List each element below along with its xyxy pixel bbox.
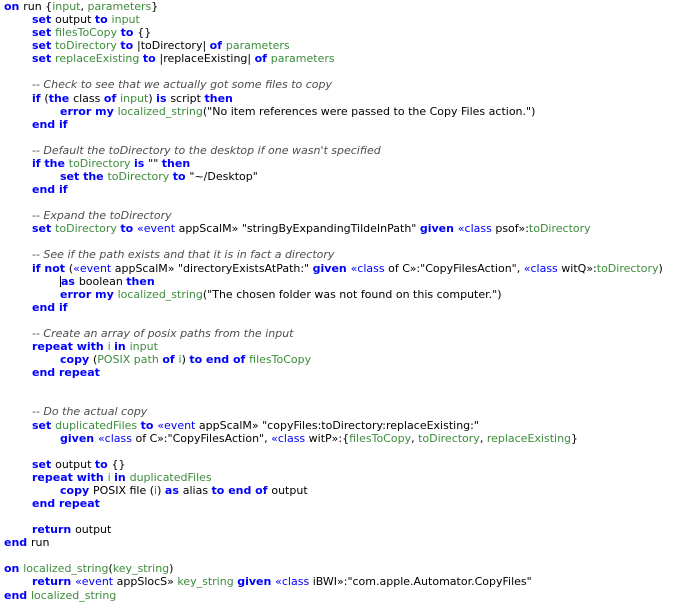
code-token: toDirectory <box>107 170 173 184</box>
code-token: in <box>114 340 130 354</box>
code-token: toDirectory <box>68 156 135 170</box>
code-token: if <box>32 91 45 105</box>
code-token: «class <box>350 261 389 275</box>
code-token: |toDirectory| <box>137 39 210 53</box>
code-token: to <box>142 52 160 66</box>
code-token: ( <box>108 562 113 576</box>
code-token: appScalM» "copyFiles:toDirectory:replaceExisting:" <box>198 418 479 432</box>
code-token: error my <box>60 287 118 301</box>
code-line <box>0 183 694 196</box>
code-token: filesToCopy <box>55 26 121 40</box>
code-line <box>0 510 694 523</box>
code-token: «class <box>97 431 136 445</box>
code-token: end if <box>32 300 68 314</box>
code-token: to <box>120 26 138 40</box>
code-token: set the <box>60 170 108 184</box>
code-token: repeat with <box>32 340 108 354</box>
code-line <box>0 562 694 575</box>
code-line <box>0 314 694 327</box>
code-token: ) <box>148 91 157 105</box>
code-token: «event <box>75 575 117 589</box>
code-token: , <box>411 431 419 445</box>
code-token: key_string <box>177 575 238 589</box>
code-token: "" <box>148 156 162 170</box>
code-token: i <box>107 470 115 484</box>
code-token: script <box>170 91 205 105</box>
code-token: the <box>48 91 74 105</box>
code-line <box>0 65 694 78</box>
code-line <box>0 497 694 510</box>
code-line <box>0 471 694 484</box>
code-token: POSIX file ( <box>92 483 155 497</box>
code-token: end repeat <box>32 496 100 510</box>
code-token: toDirectory <box>528 222 591 236</box>
code-token: set <box>32 13 56 27</box>
code-token: toDirectory <box>596 261 659 275</box>
code-token: -- Do the actual copy <box>32 405 148 419</box>
code-token: witQ»: <box>561 261 597 275</box>
code-token: iBWI»:"com.apple.Automator.CopyFiles" <box>312 575 532 589</box>
code-line <box>0 170 694 183</box>
code-token: i <box>178 353 182 367</box>
code-line <box>0 589 694 602</box>
code-token: localized_string <box>117 287 203 301</box>
code-line <box>0 209 694 222</box>
code-token: to <box>120 39 138 53</box>
code-token: {} <box>137 26 152 40</box>
code-token: return <box>32 523 76 537</box>
code-token: «class <box>275 575 313 589</box>
code-token: given <box>312 261 351 275</box>
code-token: error my <box>60 104 118 118</box>
code-line <box>0 484 694 497</box>
code-token: toDirectory <box>55 222 121 236</box>
code-line <box>0 523 694 536</box>
code-token: ( <box>92 353 98 367</box>
code-line <box>0 26 694 39</box>
code-token: ("The chosen folder was not found on this computer.") <box>202 287 502 301</box>
code-token: as <box>164 483 183 497</box>
code-token: to end of <box>189 353 250 367</box>
code-token: on <box>4 0 24 13</box>
code-token: set <box>32 457 56 471</box>
code-token: psof»: <box>495 222 529 236</box>
code-token: -- Create an array of posix paths from the input <box>32 326 294 340</box>
code-token: then <box>161 156 191 170</box>
code-token: set <box>32 39 56 53</box>
code-line <box>0 392 694 405</box>
code-token: toDirectory <box>55 39 121 53</box>
code-line <box>0 405 694 418</box>
code-token: , <box>80 0 88 13</box>
code-token: then <box>204 91 233 105</box>
code-token: if not <box>32 261 69 275</box>
code-token: as <box>61 274 79 288</box>
code-token: boolean <box>78 274 127 288</box>
code-token: of C»:"CopyFilesAction", <box>388 261 524 275</box>
code-token: in <box>114 470 130 484</box>
code-token: } <box>571 431 579 445</box>
code-token: parameters <box>225 39 290 53</box>
code-token: of C»:"CopyFilesAction", <box>135 431 272 445</box>
code-token: output <box>75 523 112 537</box>
code-token: to end of <box>211 483 272 497</box>
code-line <box>0 275 694 288</box>
code-token: -- Default the toDirectory to the desktop if one wasn't specified <box>32 143 381 157</box>
code-token: POSIX path <box>97 353 163 367</box>
code-token: replaceExisting <box>486 431 572 445</box>
code-line <box>0 13 694 26</box>
code-token: given <box>60 431 98 445</box>
code-token: input <box>129 340 158 354</box>
code-line <box>0 327 694 340</box>
code-line <box>0 575 694 588</box>
code-token: copy <box>60 353 93 367</box>
code-token: ) <box>157 483 165 497</box>
code-token: «class <box>523 261 562 275</box>
code-line <box>0 340 694 353</box>
code-token: parameters <box>270 52 335 66</box>
code-token: output <box>55 457 95 471</box>
code-token: to <box>94 457 112 471</box>
code-line <box>0 419 694 432</box>
code-token: set <box>32 52 56 66</box>
code-token: «class <box>271 431 309 445</box>
code-token: on <box>4 562 24 576</box>
code-token: duplicatedFiles <box>55 418 141 432</box>
code-token: input <box>52 0 81 13</box>
code-token: filesToCopy <box>349 431 412 445</box>
code-line <box>0 52 694 65</box>
code-line <box>0 288 694 301</box>
code-token: } <box>151 0 159 13</box>
code-token: |replaceExisting| <box>159 52 255 66</box>
code-line <box>0 105 694 118</box>
code-token: i <box>154 483 158 497</box>
code-token: -- See if the path exists and that it is in fact a directory <box>32 248 335 262</box>
code-token: set <box>32 418 56 432</box>
code-token: to <box>94 13 112 27</box>
code-token: toDirectory <box>418 431 480 445</box>
code-token: i <box>107 340 115 354</box>
code-line <box>0 353 694 366</box>
code-line <box>0 235 694 248</box>
code-token: witP»:{ <box>308 431 350 445</box>
code-line <box>0 445 694 458</box>
code-token: to <box>140 418 158 432</box>
code-token: repeat with <box>32 470 108 484</box>
code-token: given <box>237 575 276 589</box>
code-line <box>0 432 694 445</box>
code-token: «event <box>73 261 115 275</box>
code-line <box>0 366 694 379</box>
code-token: -- Check to see that we actually got some files to copy <box>32 78 333 92</box>
code-token: ) <box>181 353 190 367</box>
code-token: output <box>55 13 95 27</box>
code-token: class <box>73 91 104 105</box>
code-token: appScalM» "directoryExistsAtPath:" <box>114 261 313 275</box>
code-token: given <box>419 222 458 236</box>
code-token: then <box>126 274 155 288</box>
code-token: "~/Desktop" <box>189 170 258 184</box>
code-line <box>0 131 694 144</box>
code-line <box>0 379 694 392</box>
code-line <box>0 248 694 261</box>
code-token: end <box>4 588 31 602</box>
code-token: , <box>479 431 487 445</box>
code-line <box>0 196 694 209</box>
code-token: run <box>31 536 50 550</box>
code-token: of <box>162 353 179 367</box>
code-token: is <box>156 91 171 105</box>
code-token: if the <box>32 156 69 170</box>
code-token: «event <box>137 222 179 236</box>
code-token: output <box>271 483 308 497</box>
code-token: to <box>120 222 138 236</box>
code-token: end repeat <box>32 366 100 380</box>
code-token: -- Expand the toDirectory <box>32 209 172 223</box>
code-token: appScalM» "stringByExpandingTildeInPath" <box>178 222 420 236</box>
code-token: of <box>254 52 271 66</box>
code-line <box>0 458 694 471</box>
code-line <box>0 262 694 275</box>
code-token: ("No item references were passed to the Copy Files action.") <box>202 104 536 118</box>
code-token: «class <box>457 222 496 236</box>
code-token: set <box>32 26 56 40</box>
code-line <box>0 222 694 235</box>
code-token: localized_string <box>31 588 117 602</box>
code-token: duplicatedFiles <box>129 470 212 484</box>
code-token: is <box>134 156 149 170</box>
code-token: ( <box>68 261 74 275</box>
code-token: end if <box>32 183 68 197</box>
code-line <box>0 0 694 13</box>
code-token: filesToCopy <box>249 353 312 367</box>
code-line <box>0 157 694 170</box>
code-token: input <box>120 91 149 105</box>
code-token: localized_string <box>117 104 203 118</box>
code-token: ( <box>44 91 49 105</box>
code-line <box>0 78 694 91</box>
code-token: input <box>111 13 140 27</box>
code-token: ) <box>169 562 174 576</box>
code-token: ) <box>658 261 663 275</box>
code-line <box>0 92 694 105</box>
code-token: key_string <box>112 562 170 576</box>
code-line <box>0 144 694 157</box>
code-token: appSlocS» <box>116 575 178 589</box>
code-token: end <box>4 536 31 550</box>
code-token: end if <box>32 117 68 131</box>
code-token: copy <box>60 483 93 497</box>
code-token: replaceExisting <box>55 52 143 66</box>
code-token: localized_string <box>23 562 109 576</box>
code-line <box>0 536 694 549</box>
code-line <box>0 39 694 52</box>
code-token: of <box>209 39 226 53</box>
code-line <box>0 301 694 314</box>
code-token: set <box>32 222 56 236</box>
code-token: of <box>103 91 121 105</box>
code-line <box>0 118 694 131</box>
code-token: {} <box>111 457 126 471</box>
code-token: to <box>172 170 190 184</box>
code-token: alias <box>182 483 212 497</box>
code-line <box>0 549 694 562</box>
code-token: return <box>32 575 76 589</box>
code-token: «event <box>157 418 199 432</box>
code-token: parameters <box>87 0 152 13</box>
code-token: run { <box>23 0 53 13</box>
